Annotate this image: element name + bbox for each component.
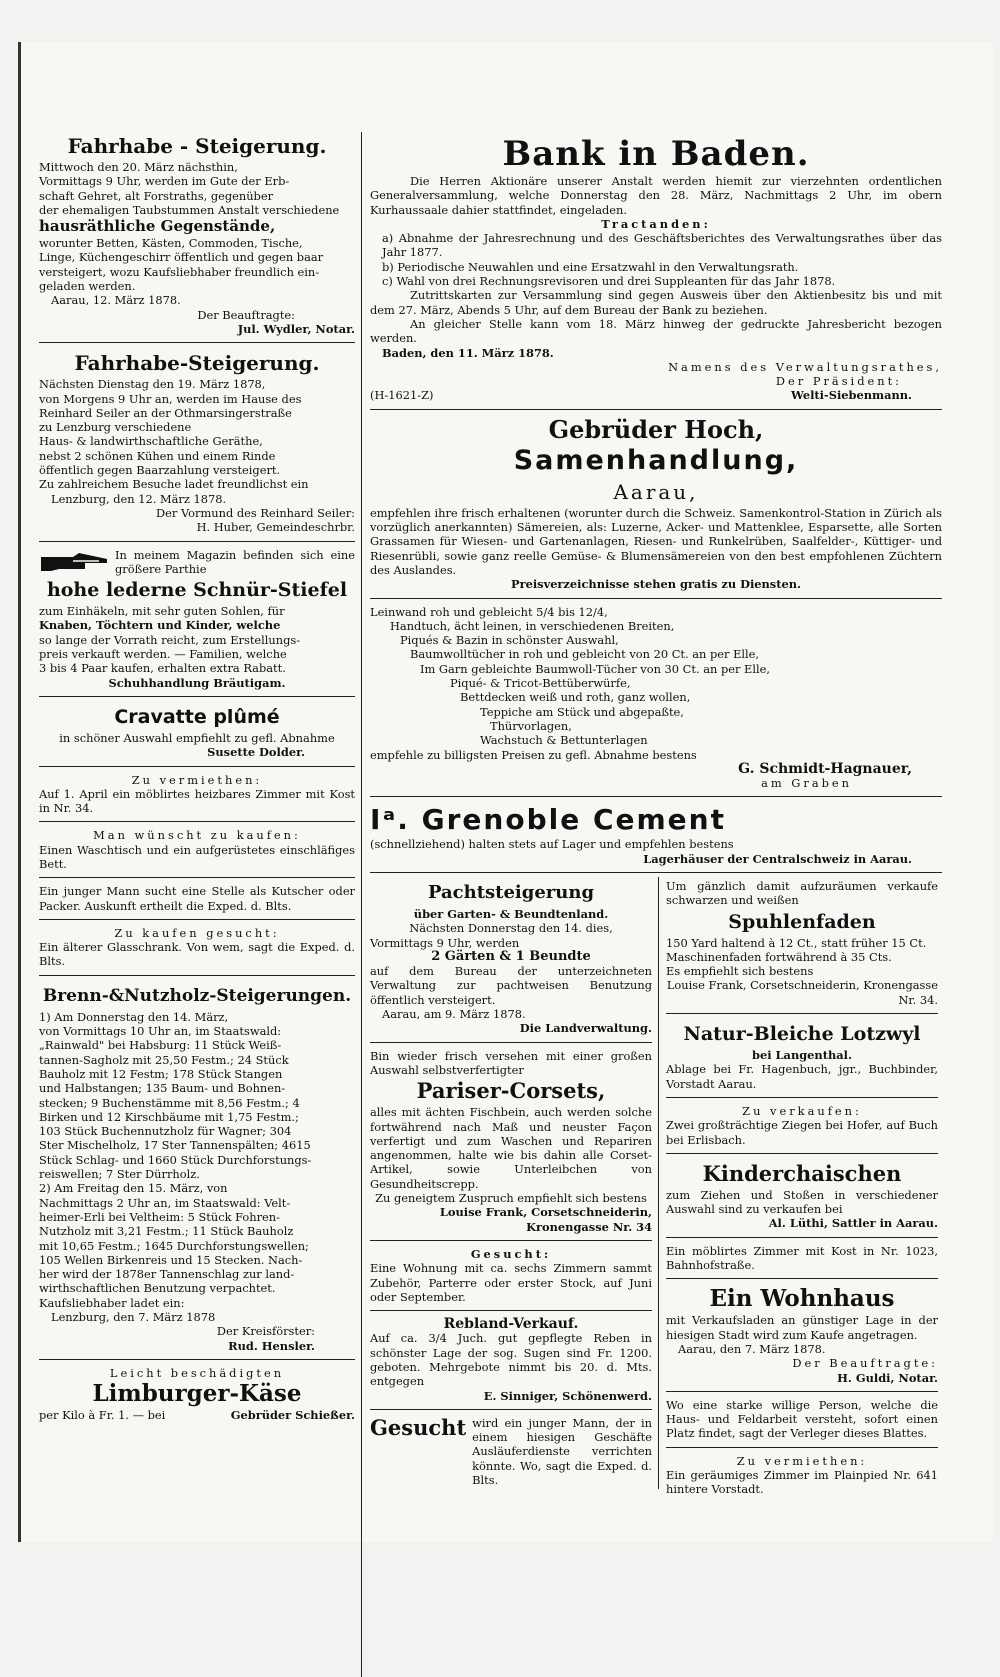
divider (666, 1097, 938, 1098)
ad-head: Tractanden: (601, 216, 711, 231)
ad-line: Auf ca. 3/4 Juch. gut gepflegte Reben in schönster Lage der sog. Sugen sind Fr. 1200. geboten. Mehrgebote nimmt bis 20. d. Mts. entgegen (370, 1331, 652, 1389)
ad-date: Aarau, den 7. März 1878. (678, 1341, 826, 1356)
divider (39, 696, 355, 697)
ad-sub: über Garten- & Beundtenland. (413, 906, 609, 921)
ad-pariser-corsets (370, 1047, 652, 1236)
ad-line: worunter Betten, Kästen, Commoden, Tische, (39, 236, 303, 251)
ad-place: am Graben (761, 776, 852, 791)
ad-fahrhabe-lenzburg (39, 347, 355, 536)
divider (39, 342, 355, 343)
ad-line: Piqué- & Tricot-Bettüberwürfe, (450, 676, 631, 691)
ad-intro: In meinem Magazin befinden sich eine größere Parthie (115, 547, 355, 576)
ad-line: 103 Stück Buchennutzholz für Wagner; 304 (39, 1124, 292, 1139)
right-subcolumn-left (370, 877, 659, 1489)
ad-kinderchaischen (666, 1158, 938, 1233)
ad-head: Zu verkaufen: (742, 1103, 862, 1118)
ad-line: Nächsten Dienstag den 19. März 1878, (39, 377, 266, 392)
ad-code: (H-1621-Z) (370, 388, 434, 403)
agenda-item: b) Periodische Neuwahlen und eine Ersatzwahl in den Verwaltungsrath. (382, 259, 799, 274)
ad-line: An gleicher Stelle kann vom 18. März hinweg der gedruckte Jahresbericht bezogen werden. (370, 316, 942, 346)
ad-line: Ein älterer Glasschrank. Von wem, sagt die Exped. d. Blts. (39, 940, 355, 969)
ad-role: Namens des Verwaltungsrathes, (668, 359, 942, 374)
ad-line: Vormittags 9 Uhr, werden im Gute der Erb- (39, 174, 290, 189)
ad-signature: Gebrüder Schießer. (230, 1408, 355, 1423)
ad-signature: Al. Lüthi, Sattler in Aarau. (768, 1216, 938, 1231)
ad-line: mit 10,65 Festm.; 1645 Durchforstungswellen; (39, 1238, 309, 1253)
divider (370, 409, 942, 410)
divider (370, 1042, 652, 1043)
ad-line: Ein möblirtes Zimmer mit Kost in Nr. 1023, Bahnhofstraße. (666, 1243, 938, 1273)
ad-line: Auf 1. April ein möblirtes heizbares Zimmer mit Kost in Nr. 34. (39, 786, 355, 816)
divider (666, 1013, 938, 1014)
ad-line: Baumwolltücher in roh und gebleicht von 20 Ct. an per Elle, (410, 647, 760, 662)
ad-line: Nächsten Donnerstag den 14. dies, (409, 921, 613, 936)
ad-signature: H. Guldi, Notar. (837, 1370, 938, 1385)
right-column (361, 132, 942, 1677)
ad-line: per Kilo à Fr. 1. — bei (39, 1408, 166, 1423)
ad-head: Zu vermiethen: (736, 1453, 868, 1468)
ad-line: nebst 2 schönen Kühen und einem Rinde (39, 448, 276, 463)
ad-line: reiswellen; 7 Ster Dürrholz. (39, 1167, 200, 1182)
ad-signature: Louise Frank, Corsetschneiderin, Kronengasse Nr. 34. (666, 978, 938, 1007)
newspaper-page (18, 42, 993, 1542)
ad-line: Ein geräumiges Zimmer im Plainpied Nr. 641 hintere Vorstadt. (666, 1468, 938, 1497)
ad-signature: Die Landverwaltung. (519, 1021, 652, 1036)
ad-text: alles mit ächten Fischbein, auch werden solche fortwährend nach Maß und neuster Façon verfertigt und zum Waschen und Repariren angenommen, halte wie bis dahin alle Corset-Artikel, sowie Unterleibchen von Gesundheitscrepp. (370, 1105, 652, 1191)
ad-line: Knaben, Töchtern und Kinder, welche (39, 618, 281, 633)
agenda-item: a) Abnahme der Jahresrechnung und des Geschäftsberichtes des Verwaltungsrathes über das Jahr 1877. (382, 231, 942, 260)
divider (370, 1310, 652, 1311)
ad-title: Rebland-Verkauf. (443, 1316, 579, 1333)
ad-line: Thürvorlagen, (490, 718, 572, 733)
ad-line: geladen werden. (39, 279, 136, 294)
ad-head: Zu vermiethen: (131, 772, 263, 787)
ad-title-main: Samenhandlung, (513, 444, 799, 476)
ad-line: Im Garn gebleichte Baumwoll-Tücher von 30 Ct. an per Elle, (420, 661, 771, 676)
ad-intro: Bin wieder frisch versehen mit einer großen Auswahl selbstverfertigter (370, 1048, 652, 1077)
divider (666, 1153, 938, 1154)
ad-line: so lange der Vorrath reicht, zum Erstellungs- (39, 632, 301, 647)
ad-ausläufer-gesucht (370, 1414, 652, 1489)
ad-line: der ehemaligen Taubstummen Anstalt verschiedene (39, 202, 340, 217)
divider (39, 975, 355, 976)
ad-line: Leinwand roh und gebleicht 5/4 bis 12/4, (370, 604, 608, 619)
ad-line: 2) Am Freitag den 15. März, von (39, 1181, 228, 1196)
ad-line: 3 bis 4 Paar kaufen, erhalten extra Rabatt. (39, 661, 286, 676)
ad-role: Der Beauftragte: (792, 1356, 938, 1371)
ad-line: wirthschaftlichen Benutzung verpachtet. (39, 1281, 276, 1296)
agenda-item: c) Wahl von drei Rechnungsrevisoren und drei Suppleanten für das Jahr 1878. (382, 274, 836, 289)
ad-line: Maschinenfaden fortwährend à 35 Cts. (666, 949, 892, 964)
left-column (39, 130, 355, 1424)
ad-title: Cravatte plûmé (114, 705, 280, 728)
ad-line: Stück Schlag- und 1660 Stück Durchforstungs- (39, 1152, 312, 1167)
ad-role: Der Präsident: (775, 374, 902, 389)
ad-line: tannen-Sagholz mit 25,50 Festm.; 24 Stück (39, 1052, 289, 1067)
divider (39, 877, 355, 878)
divider (39, 1359, 355, 1360)
ad-line: versteigert, wozu Kaufsliebhaber freundlich ein- (39, 264, 320, 279)
ad-line: schaft Gehret, alt Forstraths, gegenüber (39, 188, 274, 203)
ad-head: Zu kaufen gesucht: (114, 925, 280, 940)
ad-signature: Lagerhäuser der Centralschweiz in Aarau. (643, 851, 912, 866)
ad-fahrhabe-aarau (39, 130, 355, 338)
ad-line: Bettdecken weiß und roth, ganz wollen, (460, 690, 691, 705)
ad-close: Zu geneigtem Zuspruch empfiehlt sich bestens (375, 1191, 647, 1206)
ad-text: empfehlen ihre frisch erhaltenen (worunter durch die Schweiz. Samenkontrol-Station in Zürich als vorzüglich anerkannten) Sämereien, als: Luzerne, Acker- und Mattenklee, Esparsette, alle Sorten Grassamen für Wiesen- und Gartenanlagen, Riesen- und Runkelrüben, Saalfelder-, Küttiger- und Riesenrübli, sowie ganz reelle Gemüse- & Blumensämereien von den best empfohlenen Züchtern des Auslandes. (370, 505, 942, 577)
ad-line: Zu zahlreichem Besuche ladet freundlichst ein (39, 477, 309, 492)
ad-line: preis verkauft werden. — Familien, welche (39, 647, 287, 662)
ad-holzsteigerung (39, 980, 355, 1355)
divider (666, 1447, 938, 1448)
ad-line: Handtuch, ächt leinen, in verschiedenen Breiten, (390, 618, 675, 633)
ad-line: auf dem Bureau der unterzeichneten Verwaltung zur pachtweisen Benutzung öffentlich versteigert. (370, 964, 652, 1007)
ad-line: Reinhard Seiler an der Othmarsingerstraße (39, 405, 292, 420)
ad-line: Einen Waschtisch und ein aufgerüstetes einschläfiges Bett. (39, 842, 355, 871)
divider (39, 821, 355, 822)
ad-line: heimer-Erli bei Veltheim: 5 Stück Fohren- (39, 1209, 280, 1224)
ad-line: Ablage bei Fr. Hagenbuch, jgr., Buchbinder, Vorstadt Aarau. (666, 1062, 938, 1091)
ad-note: Preisverzeichnisse stehen gratis zu Diensten. (511, 577, 801, 592)
ad-spuhlenfaden (666, 877, 938, 1009)
ad-zimmer-kost (666, 1242, 938, 1275)
ad-signature: Rud. Hensler. (228, 1338, 315, 1353)
ad-line: Eine Wohnung mit ca. sechs Zimmern sammt Zubehör, Parterre oder erster Stock, auf Juni oder September. (370, 1261, 652, 1304)
pointing-hand-icon (39, 551, 109, 573)
ad-wohnhaus (666, 1283, 938, 1386)
ad-line: öffentlich gegen Baarzahlung versteigert. (39, 463, 281, 478)
ad-signature: H. Huber, Gemeindeschrbr. (196, 520, 355, 535)
ad-head: Gesucht: (470, 1246, 552, 1261)
ad-head: Leicht beschädigten (109, 1365, 285, 1380)
ad-waschtisch (39, 826, 355, 873)
divider (370, 796, 942, 797)
ad-limburger (39, 1364, 355, 1425)
ad-intro: Um gänzlich damit aufzuräumen verkaufe schwarzen und weißen (666, 878, 938, 908)
ad-close: empfehle zu billigsten Preisen zu gefl. Abnahme bestens (370, 747, 697, 762)
ad-sub: bei Langenthal. (752, 1048, 852, 1063)
ad-line: Wo eine starke willige Person, welche die Haus- und Feldarbeit versteht, sofort einen Platz findet, sagt der Verleger dieses Blattes. (666, 1397, 938, 1441)
ad-wohnung-gesucht (370, 1245, 652, 1306)
ad-line: Wachstuch & Bettunterlagen (480, 733, 648, 748)
ad-kutscher (39, 882, 355, 915)
ad-title: Kinderchaischen (702, 1160, 902, 1186)
ad-line: zu Lenzburg verschiedene (39, 420, 192, 435)
ad-glasschrank (39, 924, 355, 971)
ad-line: Teppiche am Stück und abgepaßte, (480, 704, 684, 719)
ad-ziegen (666, 1102, 938, 1149)
divider (666, 1278, 938, 1279)
ad-title: Iᵃ. Grenoble Cement (370, 803, 726, 837)
ad-schmidt-hagnauer (370, 603, 942, 793)
ad-person-gesucht (666, 1396, 938, 1443)
ad-title: Gesucht (370, 1414, 467, 1440)
ad-title: Natur-Bleiche Lotzwyl (683, 1023, 921, 1046)
ad-date: Aarau, am 9. März 1878. (382, 1007, 526, 1022)
ad-line: Bauholz mit 12 Festm; 178 Stück Stangen (39, 1066, 283, 1081)
ad-intro: Die Herren Aktionäre unserer Anstalt werden hiemit zur vierzehnten ordentlichen Generalversammlung, welche Donnerstag den 28. März, Nachmittags 2 Uhr, im obern Kurhaussaale dahier stattfindet, eingeladen. (370, 174, 942, 217)
ad-date: Lenzburg, den 12. März 1878. (51, 491, 227, 506)
ad-title: Pachtsteigerung (427, 881, 595, 903)
ad-head: Man wünscht zu kaufen: (93, 828, 301, 843)
ad-natur-bleiche (666, 1018, 938, 1093)
ad-line: Piqués & Bazin in schönster Auswahl, (400, 633, 619, 648)
divider (370, 1240, 652, 1241)
ad-line: Zutrittskarten zur Versammlung sind gegen Ausweis über den Aktienbesitz bis und mit dem 27. März, Abends 5 Uhr, auf dem Bureau der Bank zu beziehen. (370, 288, 942, 317)
ad-line: Vormittags 9 Uhr, werden (370, 935, 520, 950)
ad-line: mit Verkaufsladen an günstiger Lage in der hiesigen Stadt wird zum Kaufe angetragen. (666, 1313, 938, 1342)
ad-role: Der Vormund des Reinhard Seiler: (156, 505, 355, 520)
ad-line: Kaufsliebhaber ladet ein: (39, 1295, 185, 1310)
ad-cravatte (39, 701, 355, 762)
ad-line: Haus- & landwirthschaftliche Geräthe, (39, 434, 263, 449)
ad-line: wird ein junger Mann, der in einem hiesigen Geschäfte Ausläuferdienste verrichten könnte. Wo, sagt die Exped. d. Blts. (472, 1415, 652, 1488)
ad-signature: E. Sinniger, Schönenwerd. (483, 1388, 652, 1403)
ad-line: 2 Gärten & 1 Beundte (431, 948, 591, 964)
right-subcolumns (370, 877, 942, 1677)
ad-line: zum Ziehen und Stoßen in verschiedener Auswahl sind zu verkaufen bei (666, 1187, 938, 1217)
ad-line: 150 Yard haltend à 12 Ct., statt früher 15 Ct. (666, 935, 927, 950)
ad-line: von Morgens 9 Uhr an, werden im Hause des (39, 391, 302, 406)
divider (39, 541, 355, 542)
ad-line: Birken und 12 Kirschbäume mit 1,75 Festm.; (39, 1109, 299, 1124)
ad-place: Aarau, (613, 479, 699, 504)
ad-line: Mittwoch den 20. März nächsthin, (39, 160, 238, 174)
divider (666, 1237, 938, 1238)
ad-rebland (370, 1315, 652, 1405)
ad-title: Gebrüder Hoch, (548, 414, 764, 444)
ad-schnuerstiefel (39, 546, 355, 692)
ad-line: Zwei großträchtige Ziegen bei Hofer, auf Buch bei Erlisbach. (666, 1118, 938, 1147)
ad-zimmer-vermiethen (39, 771, 355, 818)
ad-title: Limburger-Käse (92, 1380, 302, 1408)
divider (370, 872, 942, 873)
ad-grenoble-cement (370, 801, 942, 868)
ad-title: Fahrhabe - Steigerung. (67, 134, 327, 158)
ad-line: von Vormittags 10 Uhr an, im Staatswald: (39, 1024, 282, 1039)
right-subcolumn-right (666, 877, 938, 1499)
divider (39, 766, 355, 767)
ad-title: Pariser-Corsets, (416, 1078, 606, 1104)
ad-signature: Louise Frank, Corsetschneiderin, Kronengasse Nr. 34 (439, 1205, 652, 1234)
ad-signature: Susette Dolder. (207, 745, 305, 760)
ad-title: Brenn-&Nutzholz-Steigerungen. (42, 985, 352, 1006)
divider (39, 919, 355, 920)
ad-title: Fahrhabe-Steigerung. (74, 351, 320, 376)
ad-bank-in-baden (370, 132, 942, 405)
ad-date: Aarau, 12. März 1878. (51, 293, 181, 308)
ad-line: stecken; 9 Buchenstämme mit 8,56 Festm.; 4 (39, 1095, 300, 1110)
ad-title: Ein Wohnhaus (709, 1285, 895, 1313)
ad-highlight: hausräthliche Gegenstände, (39, 217, 276, 236)
ad-line: Nutzholz mit 3,21 Festm.; 11 Stück Bauholz (39, 1224, 294, 1239)
ad-line: Linge, Küchengeschirr öffentlich und gegen baar (39, 250, 324, 265)
ad-line: Nachmittags 2 Uhr an, im Staatswald: Velt- (39, 1195, 291, 1210)
ad-role: Der Beauftragte: (197, 307, 295, 322)
ad-signature: G. Schmidt-Hagnauer, (738, 760, 912, 777)
ad-pachtsteigerung (370, 877, 652, 1038)
ad-signature: Jul. Wydler, Notar. (237, 321, 355, 336)
ad-line: Es empfiehlt sich bestens (666, 964, 814, 979)
ad-line: Ster Mischelholz, 17 Ster Tannenspälten; 4615 (39, 1138, 311, 1153)
ad-line: Ein junger Mann sucht eine Stelle als Kutscher oder Packer. Auskunft ertheilt die Exped. d. Blts. (39, 884, 355, 913)
ad-title: hohe lederne Schnür-Stiefel (46, 579, 348, 602)
ad-line: in schöner Auswahl empfiehlt zu gefl. Abnahme (59, 730, 335, 745)
divider (666, 1391, 938, 1392)
ad-line: her wird der 1878er Tannenschlag zur land- (39, 1267, 295, 1282)
ad-gebrueder-hoch (370, 414, 942, 594)
ad-line: 1) Am Donnerstag den 14. März, (39, 1009, 229, 1024)
divider (370, 598, 942, 599)
ad-zimmer-plainpied (666, 1452, 938, 1499)
ad-title: Spuhlenfaden (728, 910, 876, 933)
ad-line: und Halbstangen; 135 Baum- und Bohnen- (39, 1081, 286, 1096)
ad-date: Lenzburg, den 7. März 1878 (51, 1310, 216, 1324)
ad-line: zum Einhäkeln, mit sehr guten Sohlen, für (39, 604, 285, 619)
ad-line: (schnellziehend) halten stets auf Lager und empfehlen bestens (370, 837, 734, 852)
ad-line: 105 Wellen Birkenreis und 15 Stecken. Nach- (39, 1252, 303, 1267)
divider (370, 1409, 652, 1410)
ad-title: Bank in Baden. (502, 134, 810, 174)
ad-signature: Schuhhandlung Bräutigam. (108, 675, 286, 690)
ad-date: Baden, den 11. März 1878. (382, 345, 554, 360)
ad-line: „Rainwald" bei Habsburg: 11 Stück Weiß- (39, 1038, 282, 1053)
ad-signature: Welti-Siebenmann. (790, 388, 912, 403)
ad-role: Der Kreisförster: (216, 1324, 315, 1339)
